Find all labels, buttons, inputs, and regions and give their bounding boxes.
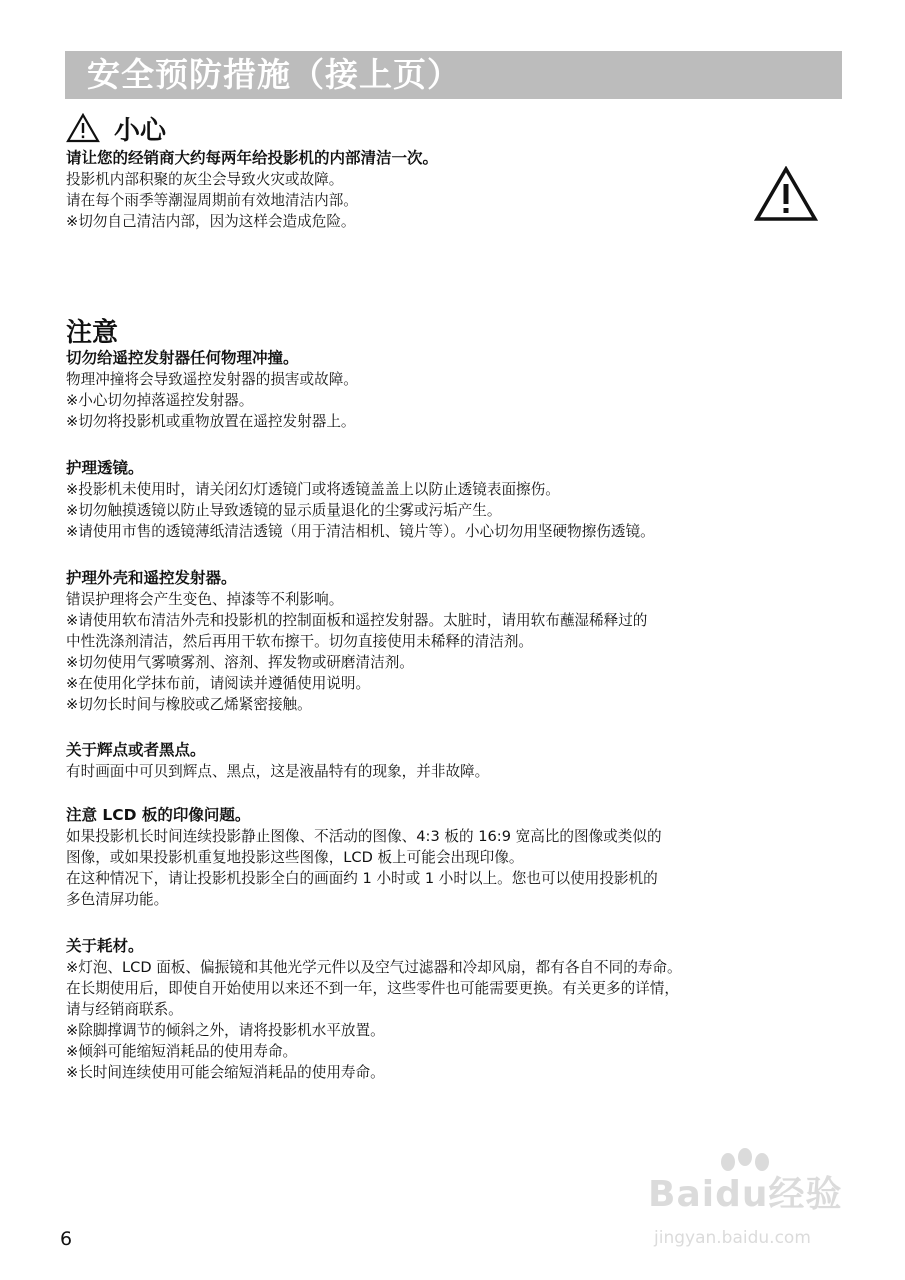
section-title: 切勿给遥控发射器任何物理冲撞。 [66,349,299,367]
section-title: 关于辉点或者黑点。 [66,741,206,759]
notice-section-cabinet-care [66,568,844,715]
watermark-logo: Baidu经验 [648,1174,843,1215]
section-line: 有时画面中可贝到辉点、黑点，这是液晶特有的现象，并非故障。 [66,763,490,780]
section-line: ※切勿长时间与橡胶或乙烯紧密接触。 [66,696,312,713]
section-title: 关于耗材。 [66,937,144,955]
caution-block [66,148,844,232]
section-line: ※请使用市售的透镜薄纸清洁透镜（用于清洁相机、镜片等）。小心切勿用坚硬物擦伤透镜。 [66,523,655,540]
section-line: 请与经销商联系。 [66,1001,183,1018]
section-line: ※灯泡、LCD 面板、偏振镜和其他光学元件以及空气过滤器和冷却风扇，都有各自不同的寿命。 [66,959,682,976]
section-line: ※在使用化学抹布前，请阅读并遵循使用说明。 [66,675,371,692]
notice-section-bright-dark-spots [66,740,844,782]
section-line: ※切勿触摸透镜以防止导致透镜的显示质量退化的尘雾或污垢产生。 [66,502,502,519]
caution-heading [66,111,166,145]
section-title: 护理透镜。 [66,459,144,477]
section-line: ※切勿使用气雾喷雾剂、溶剂、挥发物或研磨清洁剂。 [66,654,414,671]
section-line: 中性洗涤剂清洁，然后再用干软布擦干。切勿直接使用未稀释的清洁剂。 [66,633,534,650]
section-line: 图像，或如果投影机重复地投影这些图像，LCD 板上可能会出现印像。 [66,849,524,866]
notice-section-lens-care [66,458,844,542]
section-line: 在这种情况下，请让投影机投影全白的画面约 1 小时或 1 小时以上。您也可以使用投影机的 [66,870,658,887]
section-line: ※切勿将投影机或重物放置在遥控发射器上。 [66,413,356,430]
caution-line: 投影机内部积聚的灰尘会导致火灾或故障。 [66,171,344,188]
notice-section-remote-impact [66,348,844,432]
notice-heading: 注意 [66,318,119,348]
caution-heading-label: 小心 [114,115,167,146]
warning-triangle-icon [66,113,100,143]
section-title: 护理外壳和遥控发射器。 [66,569,237,587]
caution-line: ※切勿自己清洁内部，因为这样会造成危险。 [66,213,356,230]
section-line: 物理冲撞将会导致遥控发射器的损害或故障。 [66,371,358,388]
section-line: ※小心切勿掉落遥控发射器。 [66,392,254,409]
watermark-url: jingyan.baidu.com [654,1228,811,1248]
caution-line: 请在每个雨季等潮湿周期前有效地清洁内部。 [66,192,358,209]
section-line: 多色清屏功能。 [66,891,169,908]
section-line: ※投影机未使用时，请关闭幻灯透镜门或将透镜盖盖上以防止透镜表面擦伤。 [66,481,560,498]
section-line: 在长期使用后，即使自开始使用以来还不到一年，这些零件也可能需要更换。有关更多的详情， [66,980,679,997]
section-title-banner: 安全预防措施（接上页） [65,51,842,99]
notice-section-lcd-burn-in [66,805,844,910]
baidu-watermark [640,1148,850,1266]
page-number: 6 [60,1228,73,1250]
section-title: 注意 LCD 板的印像问题。 [66,806,251,824]
section-line: ※长时间连续使用可能会缩短消耗品的使用寿命。 [66,1064,385,1081]
section-line: 如果投影机长时间连续投影静止图像、不活动的图像、4:3 板的 16:9 宽高比的图像或类似的 [66,828,662,845]
section-line: ※请使用软布清洁外壳和投影机的控制面板和遥控发射器。太脏时，请用软布蘸湿稀释过的 [66,612,648,629]
section-line: 错误护理将会产生变色、掉漆等不利影响。 [66,591,344,608]
notice-section-consumables [66,936,844,1083]
section-line: ※除脚撑调节的倾斜之外，请将投影机水平放置。 [66,1022,385,1039]
section-line: ※倾斜可能缩短消耗品的使用寿命。 [66,1043,298,1060]
caution-title: 请让您的经销商大约每两年给投影机的内部清洁一次。 [66,149,439,167]
